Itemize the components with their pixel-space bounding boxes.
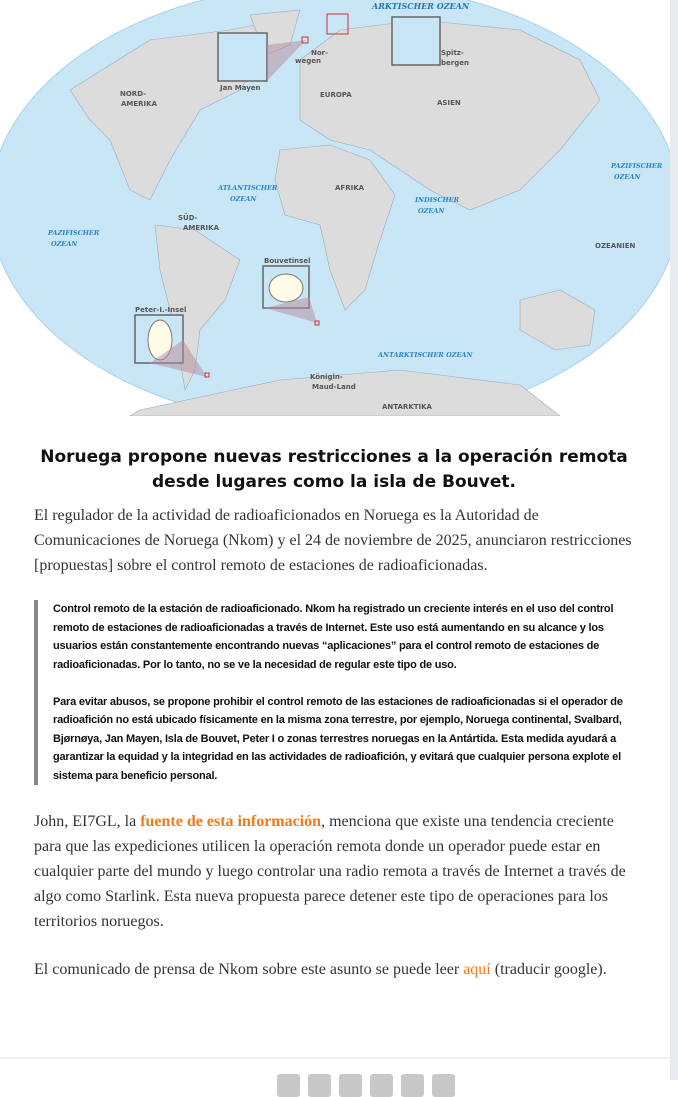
map-label-spitzbergen-2: bergen xyxy=(441,59,469,67)
map-label-antarctic-ocean: ANTARKTISCHER OZEAN xyxy=(378,351,473,359)
map-label-peter-i: Peter-I.-Insel xyxy=(135,306,187,314)
world-map-image xyxy=(0,0,670,416)
map-label-north-america-2: AMERIKA xyxy=(121,100,158,108)
share-buttons xyxy=(277,1074,455,1097)
text: , menciona que existe una tendencia creciente para que las expediciones utilicen la operación remota donde un operador puede estar en cualquier parte del mundo y luego controlar una radio remota a través de Internet a través de algo como Starlink. Esta nueva propuesta parece detener este tipo de operaciones para los territorios noruegos. xyxy=(34,813,626,930)
share-icon-1[interactable] xyxy=(277,1074,300,1097)
map-label-indian: INDISCHER xyxy=(415,196,460,204)
press-release-link[interactable]: aquí xyxy=(463,961,491,978)
map-label-atlantic: ATLANTISCHER xyxy=(218,184,278,192)
quote-paragraph-2: Para evitar abusos, se propone prohibir el control remoto de las estaciones de radioaficionadas si el operador de radioafición no está ubicado físicamente en la misma zona terrestre, por ejemplo, Noruega continental, Svalbard, Bjørnøya, Jan Mayen, Isla de Bouvet, Peter I o zonas terrestres noruegas en la Antártida. Esta medida ayudará a garantizar la equidad y la integridad en las actividades de radioafición, y evitará que cualquier persona explote el sistema para beneficio personal. xyxy=(53,695,623,782)
map-label-pacific-east: PAZIFISCHER xyxy=(611,162,663,170)
share-icon-3[interactable] xyxy=(339,1074,362,1097)
source-link[interactable]: fuente de esta información xyxy=(140,813,322,830)
share-icon-4[interactable] xyxy=(370,1074,393,1097)
map-label-maud: Königin- xyxy=(310,373,343,381)
map-label-south-america-2: AMERIKA xyxy=(183,224,220,232)
map-label-norway-2: wegen xyxy=(295,57,321,65)
map-label-jan-mayen: Jan Mayen xyxy=(220,84,261,92)
map-label-oceania: OZEANIEN xyxy=(595,242,636,250)
text: John, EI7GL, la xyxy=(34,813,141,830)
map-label-maud-2: Maud-Land xyxy=(312,383,356,391)
article-intro: El regulador de la actividad de radioaficionados en Noruega es la Autoridad de Comunicaciones de Noruega (Nkom) y el 24 de noviembre de 2025, anunciaron restricciones [propuestas] sobre el control remoto de estaciones de radioaficionadas. xyxy=(34,507,632,574)
map-label-pacific-west-2: OZEAN xyxy=(51,240,78,248)
scrollbar[interactable] xyxy=(670,0,678,1080)
map-label-pacific-east-2: OZEAN xyxy=(614,173,641,181)
map-label-north-america: NORD- xyxy=(120,90,147,98)
text: (traducir google). xyxy=(490,961,607,978)
map-label-arctic: ARKTISCHER OZEAN xyxy=(372,1,470,11)
map-label-asia: ASIEN xyxy=(437,99,461,107)
map-label-antarctica: ANTARKTIKA xyxy=(382,403,432,411)
quote-paragraph-1: Control remoto de la estación de radioaficionado. Nkom ha registrado un creciente interés en el uso del control remoto de estaciones de radioaficionadas a través de Internet. Este uso está aumentando en su alcance y los usuarios están constantemente encontrando nuevas “aplicaciones” para el control remoto de estaciones de radioaficionadas. Por lo tanto, no se ve la necesidad de regular este tipo de uso. xyxy=(53,603,614,671)
text: El comunicado de prensa de Nkom sobre este asunto se puede leer xyxy=(34,961,464,978)
map-label-norway: Nor- xyxy=(311,49,329,57)
map-label-spitzbergen: Spitz- xyxy=(441,49,464,57)
article-paragraph-2 xyxy=(34,809,634,934)
article-title: Noruega propone nuevas restricciones a la operación remota desde lugares como la isla de Bouvet. xyxy=(40,447,628,492)
share-icon-2[interactable] xyxy=(308,1074,331,1097)
map-label-europe: EUROPA xyxy=(320,91,352,99)
article-paragraph-3 xyxy=(34,957,634,982)
map-label-south-america: SÜD- xyxy=(178,214,198,222)
map-label-pacific-west: PAZIFISCHER xyxy=(48,229,100,237)
map-label-atlantic-2: OZEAN xyxy=(230,195,257,203)
map-label-indian-2: OZEAN xyxy=(418,207,445,215)
divider xyxy=(0,1057,670,1059)
share-icon-5[interactable] xyxy=(401,1074,424,1097)
share-icon-6[interactable] xyxy=(432,1074,455,1097)
blockquote xyxy=(34,600,645,785)
map-label-bouvet: Bouvetinsel xyxy=(264,257,311,265)
map-label-africa: AFRIKA xyxy=(335,184,365,192)
